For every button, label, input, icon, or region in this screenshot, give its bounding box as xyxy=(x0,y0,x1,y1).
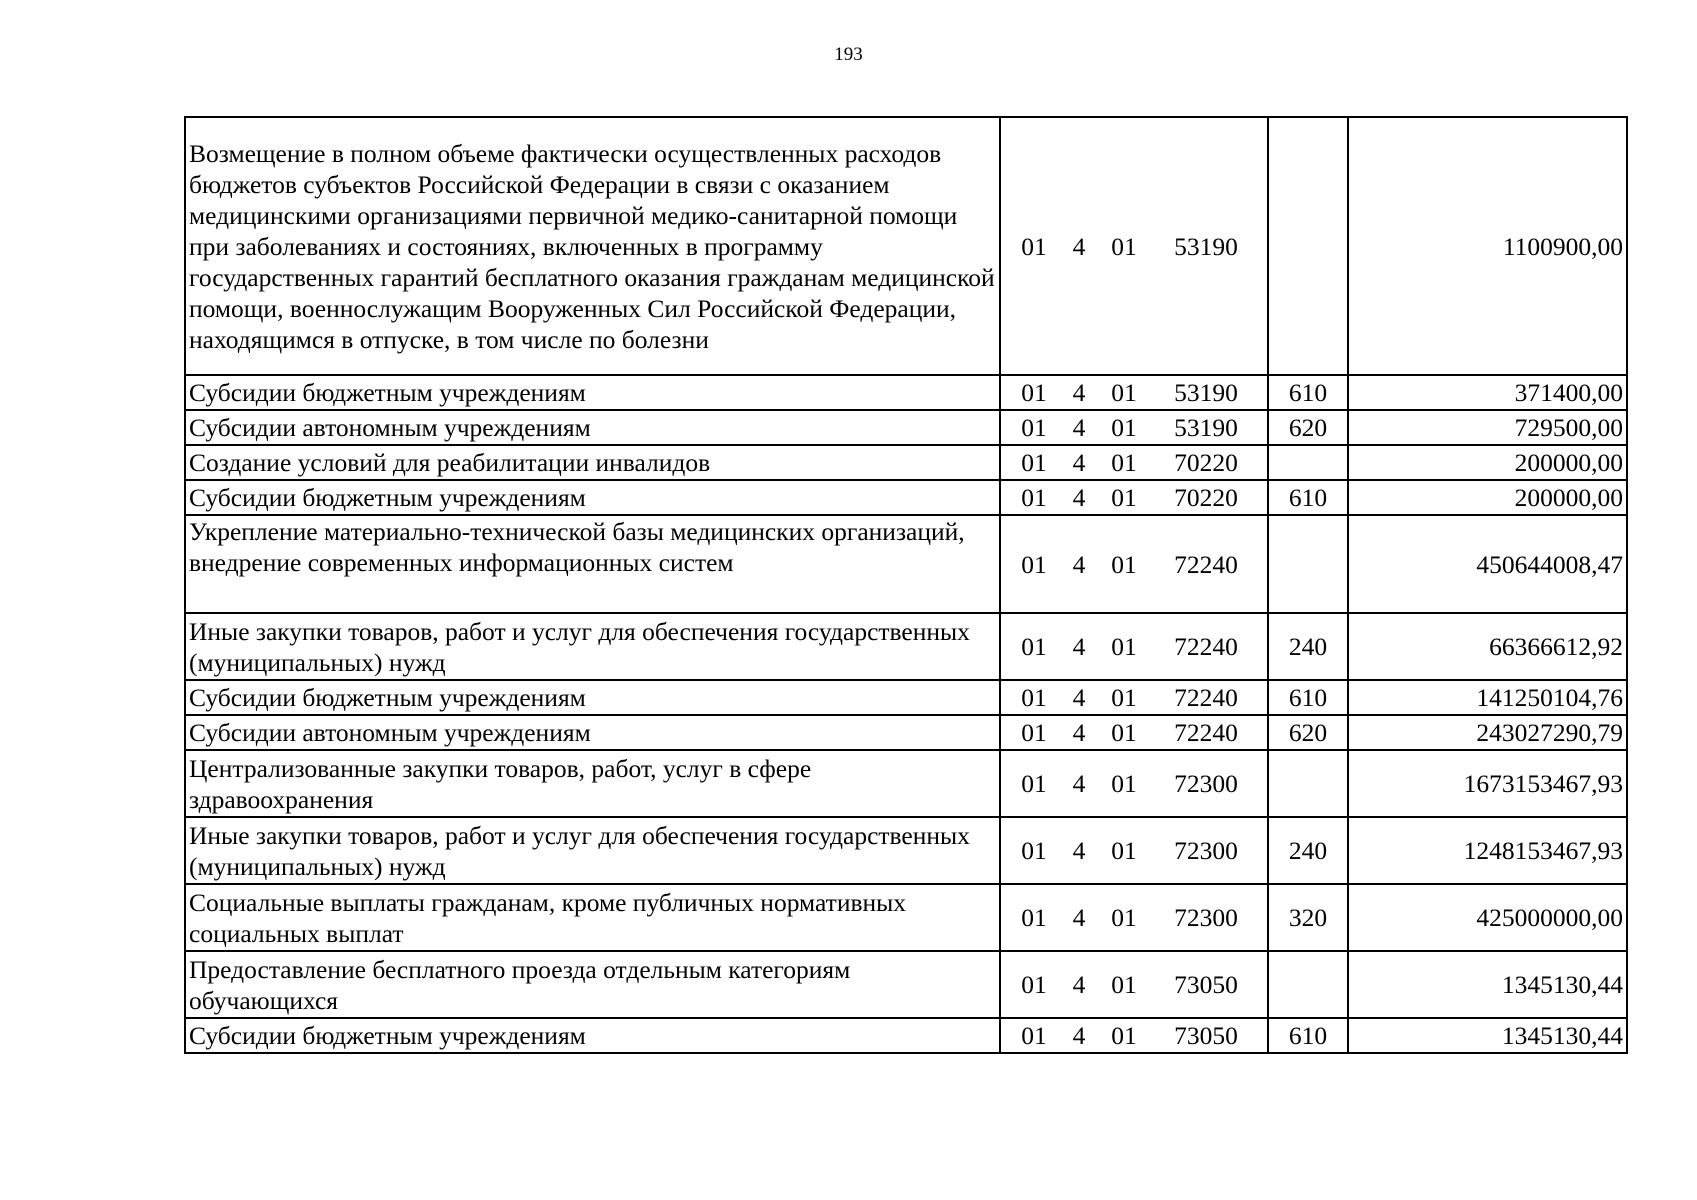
table-row xyxy=(185,884,1627,951)
main-event-code: 01 xyxy=(1111,683,1137,712)
subprogram-code: 4 xyxy=(1072,549,1086,579)
expense-type-code: 240 xyxy=(1268,613,1348,680)
subprogram-code: 4 xyxy=(1072,483,1086,512)
amount: 1100900,00 xyxy=(1348,117,1627,375)
expense-type-code xyxy=(1268,750,1348,817)
program-code: 01 xyxy=(1021,1021,1047,1050)
row-codes xyxy=(1000,117,1268,375)
row-name: Субсидии бюджетным учреждениям xyxy=(185,375,1000,410)
amount: 200000,00 xyxy=(1348,445,1627,480)
subprogram-code: 4 xyxy=(1072,231,1086,261)
table-row xyxy=(185,480,1627,515)
row-name: Субсидии автономным учреждениям xyxy=(185,410,1000,445)
row-codes xyxy=(1000,515,1268,613)
direction-code: 72240 xyxy=(1174,632,1238,661)
direction-code: 53190 xyxy=(1174,378,1238,407)
direction-code: 53190 xyxy=(1174,413,1238,442)
table-row xyxy=(185,375,1627,410)
row-name: Предоставление бесплатного проезда отдельным категориям обучающихся xyxy=(185,951,1000,1018)
program-code: 01 xyxy=(1021,903,1047,932)
row-name: Субсидии автономным учреждениям xyxy=(185,715,1000,750)
subprogram-code: 4 xyxy=(1072,970,1086,999)
budget-table xyxy=(184,116,1628,1054)
expense-type-code xyxy=(1268,951,1348,1018)
program-code: 01 xyxy=(1021,718,1047,747)
program-code: 01 xyxy=(1021,378,1047,407)
row-codes xyxy=(1000,750,1268,817)
row-codes xyxy=(1000,951,1268,1018)
main-event-code: 01 xyxy=(1111,448,1137,477)
row-name: Возмещение в полном объеме фактически осуществленных расходов бюджетов субъектов Российской Федерации в связи с оказанием медицинскими организациями первичной медико-санитарной помощи при заболеваниях и состояниях, включенных в программу государственных гарантий бесплатного оказания гражданам медицинской помощи, военнослужащим Вооруженных Сил Российской Федерации, находящимся в отпуске, в том числе по болезни xyxy=(185,117,1000,375)
program-code: 01 xyxy=(1021,769,1047,798)
row-name: Социальные выплаты гражданам, кроме публичных нормативных социальных выплат xyxy=(185,884,1000,951)
direction-code: 72300 xyxy=(1174,903,1238,932)
main-event-code: 01 xyxy=(1111,903,1137,932)
program-code: 01 xyxy=(1021,231,1047,261)
row-codes xyxy=(1000,613,1268,680)
expense-type-code: 620 xyxy=(1268,715,1348,750)
subprogram-code: 4 xyxy=(1072,718,1086,747)
row-name: Иные закупки товаров, работ и услуг для обеспечения государственных (муниципальных) нужд xyxy=(185,817,1000,884)
expense-type-code: 320 xyxy=(1268,884,1348,951)
row-codes xyxy=(1000,480,1268,515)
budget-table-body xyxy=(185,117,1627,1053)
row-codes xyxy=(1000,680,1268,715)
program-code: 01 xyxy=(1021,836,1047,865)
direction-code: 72300 xyxy=(1174,769,1238,798)
row-codes xyxy=(1000,445,1268,480)
direction-code: 72240 xyxy=(1174,718,1238,747)
amount: 66366612,92 xyxy=(1348,613,1627,680)
amount: 729500,00 xyxy=(1348,410,1627,445)
page-number: 193 xyxy=(834,44,863,65)
program-code: 01 xyxy=(1021,413,1047,442)
main-event-code: 01 xyxy=(1111,718,1137,747)
expense-type-code xyxy=(1268,117,1348,375)
direction-code: 73050 xyxy=(1174,1021,1238,1050)
expense-type-code: 610 xyxy=(1268,375,1348,410)
direction-code: 72300 xyxy=(1174,836,1238,865)
main-event-code: 01 xyxy=(1111,378,1137,407)
row-codes xyxy=(1000,884,1268,951)
table-row xyxy=(185,750,1627,817)
row-codes xyxy=(1000,410,1268,445)
expense-type-code xyxy=(1268,445,1348,480)
row-name: Укрепление материально-технической базы медицинских организаций, внедрение современных информационных систем xyxy=(185,515,1000,613)
row-codes xyxy=(1000,715,1268,750)
table-row xyxy=(185,1018,1627,1053)
subprogram-code: 4 xyxy=(1072,836,1086,865)
subprogram-code: 4 xyxy=(1072,903,1086,932)
amount: 425000000,00 xyxy=(1348,884,1627,951)
expense-type-code xyxy=(1268,515,1348,613)
amount: 371400,00 xyxy=(1348,375,1627,410)
table-row xyxy=(185,680,1627,715)
main-event-code: 01 xyxy=(1111,836,1137,865)
table-row xyxy=(185,613,1627,680)
row-name: Субсидии бюджетным учреждениям xyxy=(185,680,1000,715)
table-row xyxy=(185,817,1627,884)
expense-type-code: 610 xyxy=(1268,1018,1348,1053)
row-name: Субсидии бюджетным учреждениям xyxy=(185,480,1000,515)
expense-type-code: 610 xyxy=(1268,480,1348,515)
program-code: 01 xyxy=(1021,683,1047,712)
program-code: 01 xyxy=(1021,549,1047,579)
row-name: Субсидии бюджетным учреждениям xyxy=(185,1018,1000,1053)
direction-code: 72240 xyxy=(1174,683,1238,712)
table-row xyxy=(185,410,1627,445)
table-row xyxy=(185,715,1627,750)
amount: 243027290,79 xyxy=(1348,715,1627,750)
row-codes xyxy=(1000,375,1268,410)
main-event-code: 01 xyxy=(1111,970,1137,999)
amount: 141250104,76 xyxy=(1348,680,1627,715)
main-event-code: 01 xyxy=(1111,632,1137,661)
amount: 1248153467,93 xyxy=(1348,817,1627,884)
main-event-code: 01 xyxy=(1111,1021,1137,1050)
subprogram-code: 4 xyxy=(1072,632,1086,661)
subprogram-code: 4 xyxy=(1072,413,1086,442)
table-row xyxy=(185,951,1627,1018)
direction-code: 72240 xyxy=(1174,549,1238,579)
row-codes xyxy=(1000,817,1268,884)
row-codes xyxy=(1000,1018,1268,1053)
table-row xyxy=(185,445,1627,480)
subprogram-code: 4 xyxy=(1072,769,1086,798)
row-name: Иные закупки товаров, работ и услуг для обеспечения государственных (муниципальных) нужд xyxy=(185,613,1000,680)
main-event-code: 01 xyxy=(1111,483,1137,512)
main-event-code: 01 xyxy=(1111,549,1137,579)
main-event-code: 01 xyxy=(1111,231,1137,261)
expense-type-code: 620 xyxy=(1268,410,1348,445)
subprogram-code: 4 xyxy=(1072,378,1086,407)
amount: 450644008,47 xyxy=(1348,515,1627,613)
subprogram-code: 4 xyxy=(1072,448,1086,477)
row-name: Создание условий для реабилитации инвалидов xyxy=(185,445,1000,480)
direction-code: 73050 xyxy=(1174,970,1238,999)
amount: 1345130,44 xyxy=(1348,951,1627,1018)
table-row xyxy=(185,515,1627,613)
table-row xyxy=(185,117,1627,375)
subprogram-code: 4 xyxy=(1072,683,1086,712)
direction-code: 53190 xyxy=(1174,231,1238,261)
expense-type-code: 610 xyxy=(1268,680,1348,715)
row-name: Централизованные закупки товаров, работ, услуг в сфере здравоохранения xyxy=(185,750,1000,817)
program-code: 01 xyxy=(1021,448,1047,477)
direction-code: 70220 xyxy=(1174,448,1238,477)
program-code: 01 xyxy=(1021,483,1047,512)
direction-code: 70220 xyxy=(1174,483,1238,512)
main-event-code: 01 xyxy=(1111,413,1137,442)
amount: 1673153467,93 xyxy=(1348,750,1627,817)
main-event-code: 01 xyxy=(1111,769,1137,798)
expense-type-code: 240 xyxy=(1268,817,1348,884)
program-code: 01 xyxy=(1021,970,1047,999)
subprogram-code: 4 xyxy=(1072,1021,1086,1050)
amount: 200000,00 xyxy=(1348,480,1627,515)
amount: 1345130,44 xyxy=(1348,1018,1627,1053)
program-code: 01 xyxy=(1021,632,1047,661)
